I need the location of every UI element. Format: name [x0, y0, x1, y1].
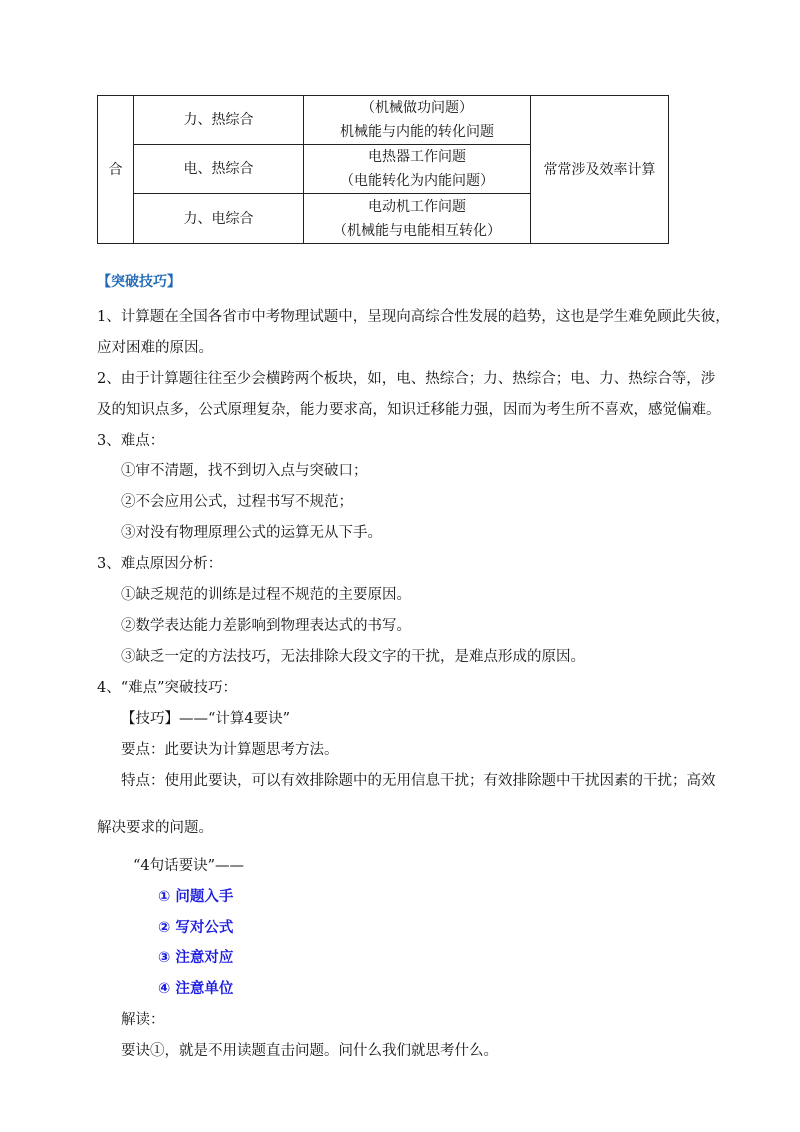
- cause-item: ①缺乏规范的训练是过程不规范的主要原因。: [121, 587, 411, 603]
- type-cell: 力、电综合: [134, 194, 304, 244]
- problem-line: 电热器工作问题: [368, 149, 466, 165]
- problem-line: （电能转化为内能问题）: [340, 173, 494, 189]
- problem-line: （机械做功问题）: [361, 100, 473, 116]
- problem-line: 电动机工作问题: [368, 198, 466, 215]
- tip-item: ② 写对公式: [158, 920, 234, 936]
- tip-item: ③ 注意对应: [158, 950, 234, 966]
- note-cell: 常常涉及效率计算: [531, 96, 669, 244]
- problem-cell: [304, 96, 531, 145]
- paragraph-line: 及的知识点多，公式原理复杂，能力要求高，知识迁移能力强，因而为考生所不喜欢，感觉偏难。: [97, 402, 721, 418]
- paragraph-line: 应对困难的原因。: [97, 340, 213, 356]
- key-point-line: 要点：此要诀为计算题思考方法。: [121, 742, 339, 758]
- problem-line: （机械能与电能相互转化）: [333, 222, 501, 239]
- causes-title: 3、难点原因分析：: [97, 556, 223, 572]
- paragraph-line: 2、由于计算题往往至少会横跨两个板块，如，电、热综合；力、热综合；电、力、热综合等，涉: [97, 371, 716, 387]
- difficulty-item: ②不会应用公式，过程书写不规范；: [121, 494, 353, 510]
- interpretation-title: 解读：: [121, 1012, 165, 1028]
- type-cell: 力、热综合: [134, 96, 304, 145]
- problem-line: 机械能与内能的转化问题: [340, 124, 494, 140]
- technique-line: 【技巧】——“计算4要诀”: [121, 711, 291, 727]
- feature-line: 解决要求的问题。: [97, 820, 213, 836]
- tip-item: ④ 注意单位: [158, 981, 234, 997]
- four-sentences-line: “4句话要诀”——: [133, 858, 245, 874]
- paragraph-line: 1、计算题在全国各省市中考物理试题中，呈现向高综合性发展的趋势，这也是学生难免顾此失彼，: [97, 309, 730, 325]
- section-heading: 【突破技巧】: [97, 274, 181, 290]
- difficulty-item: ③对没有物理原理公式的运算无从下手。: [121, 525, 382, 541]
- problem-cell: [304, 194, 531, 244]
- feature-line: 特点：使用此要诀，可以有效排除题中的无用信息干扰；有效排除题中干扰因素的干扰；高效: [121, 773, 716, 789]
- cause-item: ②数学表达能力差影响到物理表达式的书写。: [121, 618, 411, 634]
- breakthrough-title: 4、“难点”突破技巧：: [97, 680, 238, 696]
- difficulty-item: ①审不清题，找不到切入点与突破口；: [121, 463, 368, 479]
- category-cell: 合: [98, 96, 134, 244]
- summary-table: [97, 95, 669, 244]
- cause-item: ③缺乏一定的方法技巧，无法排除大段文字的干扰，是难点形成的原因。: [121, 649, 585, 665]
- type-cell: 电、热综合: [134, 145, 304, 194]
- table-row: [98, 96, 669, 145]
- problem-cell: [304, 145, 531, 194]
- interpretation-line: 要诀①，就是不用读题直击问题。问什么我们就思考什么。: [121, 1043, 498, 1059]
- tip-item: ① 问题入手: [158, 889, 234, 905]
- difficulty-title: 3、难点：: [97, 433, 165, 449]
